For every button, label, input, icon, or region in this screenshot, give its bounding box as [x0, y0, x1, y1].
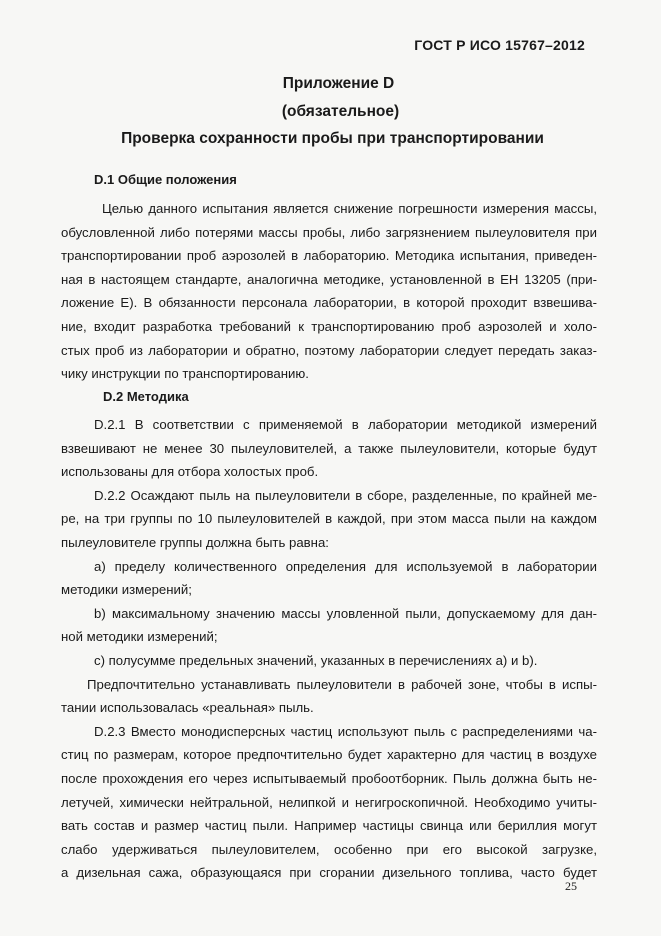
list-item-c — [61, 649, 597, 673]
text-line: ре, на три группы по 10 пылеуловителей в каждой, при этом масса пыли на каждом — [61, 511, 597, 527]
paragraph-d-2-2 — [61, 484, 597, 555]
text-line: обусловленной либо потерями массы пробы, либо загрязнением пылеуловителя при — [61, 224, 597, 240]
text-line: c) полусумме предельных значений, указанных в перечислениях а) и b). — [94, 652, 538, 668]
text-line: взвешивают не менее 30 пылеуловителей, а также пылеуловители, которые будут — [61, 440, 597, 456]
text-line: стиц по размерам, которое предпочтительно будет характерно для частиц в воздухе — [61, 747, 597, 763]
text-line: использованы для отбора холостых проб. — [61, 464, 319, 480]
paragraph-d-2-1 — [61, 413, 597, 484]
text-line: a) пределу количественного определения для используемой в лаборатории — [94, 558, 598, 574]
annex-status: (обязательное) — [281, 103, 400, 120]
text-line: стых проб из лаборатории и обратно, поэтому лаборатории следует передать заказ- — [61, 342, 597, 358]
text-line: b) максимальному значению массы уловленной пыли, допускаемому для дан- — [94, 605, 597, 621]
text-line: после прохождения его через испытываемый пробоотборник. Пыль должна быть не- — [61, 770, 597, 786]
document-code: ГОСТ Р ИСО 15767–2012 — [414, 37, 585, 53]
annex-title: Приложение D — [282, 75, 395, 92]
text-line: транспортировании проб аэрозолей в лабораторию. Методика испытания, приведен- — [61, 248, 597, 264]
page-number: 25 — [565, 879, 577, 893]
text-line: ной методики измерений; — [61, 629, 218, 645]
list-item-b — [61, 602, 597, 649]
text-line: а дизельная сажа, образующаяся при сгорании дизельного топлива, часто будет — [61, 865, 597, 881]
annex-subtitle: Проверка сохранности пробы при транспортировании — [121, 130, 544, 147]
text-line: ние, входит разработка требований к транспортированию проб аэрозолей и холо- — [61, 318, 597, 334]
list-item-a — [61, 555, 597, 602]
paragraph-general — [61, 197, 597, 386]
section-2-heading: D.2 Методика — [103, 389, 189, 404]
paragraph-preference — [61, 673, 597, 720]
text-line: ная в настоящем стандарте, аналогична методике, установленной в ЕН 13205 (при- — [61, 271, 597, 287]
section-2-text — [61, 413, 597, 885]
text-line: пылеуловителе группы должна быть равна: — [61, 534, 329, 550]
text-line: D.2.1 В соответствии с применяемой в лаборатории методикой измерений — [94, 417, 597, 432]
text-line: чику инструкции по транспортированию. — [61, 366, 309, 382]
text-line: тании использовалась «реальная» пыль. — [61, 700, 314, 716]
text-line: летучей, химически нейтральной, нелипкой и негигроскопичной. Необходимо учиты- — [61, 794, 597, 810]
text-line: вать состав и размер частиц пыли. Например частицы свинца или бериллия могут — [61, 818, 597, 834]
text-line: методики измерений; — [61, 582, 192, 598]
text-line: Предпочтительно устанавливать пылеуловители в рабочей зоне, чтобы в испы- — [87, 676, 597, 692]
text-line: D.2.2 Осаждают пыль на пылеуловители в сборе, разделенные, по крайней ме- — [94, 487, 597, 503]
text-line: ложение Е). В обязанности персонала лаборатории, в которой проходит взвешива- — [61, 295, 597, 311]
section-1-text — [61, 197, 597, 386]
text-line: слабо удерживаться пылеуловителем, особенно при его высокой загрузке, — [61, 841, 597, 857]
section-1-heading: D.1 Общие положения — [94, 172, 237, 187]
text-line: D.2.3 Вместо монодисперсных частиц используют пыль с распределениями ча- — [94, 723, 597, 739]
text-line: Целью данного испытания является снижение погрешности измерения массы, — [102, 201, 597, 216]
paragraph-d-2-3 — [61, 720, 597, 885]
